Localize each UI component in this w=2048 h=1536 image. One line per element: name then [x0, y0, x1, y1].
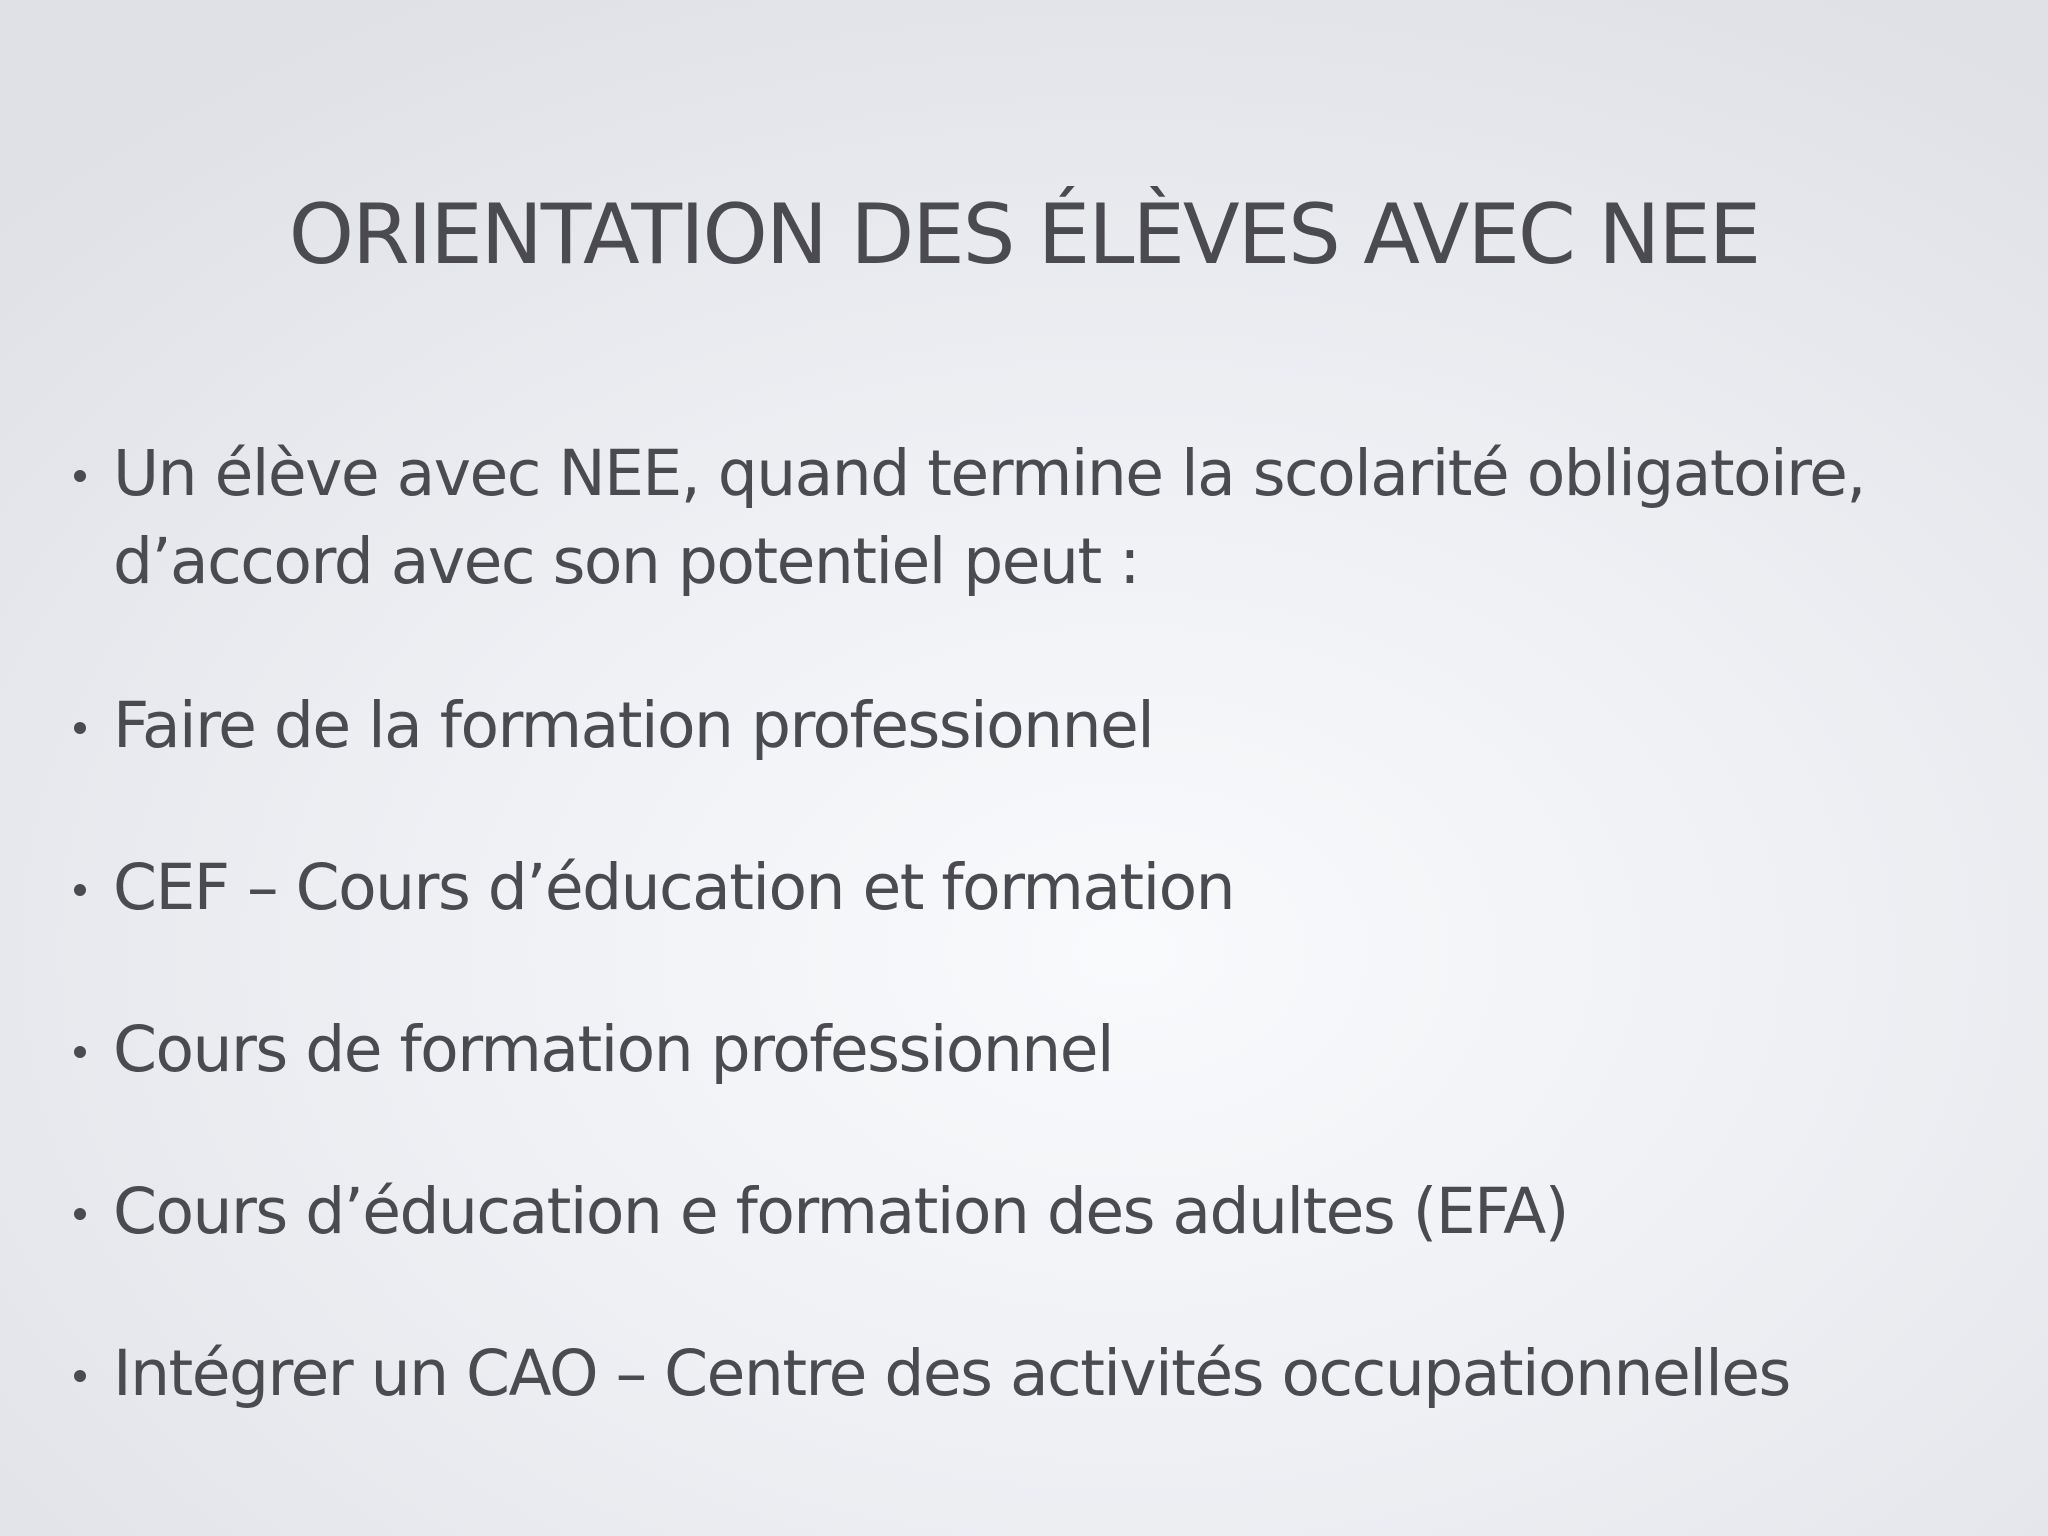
bullet-item-4 [66, 1006, 1966, 1094]
bullet-dot-icon [74, 722, 86, 734]
bullet-item-2 [66, 682, 1966, 770]
bullet-text: Cours de formation professionnel [113, 1013, 1113, 1086]
bullet-item-1 [66, 430, 1966, 606]
bullet-text-continuation: d’accord avec son potentiel peut : [113, 525, 1139, 598]
bullet-list [66, 430, 1966, 1492]
bullet-item-5 [66, 1168, 1966, 1256]
bullet-item-3 [66, 844, 1966, 932]
bullet-dot-icon [74, 1370, 86, 1382]
bullet-text: Intégrer un CAO – Centre des activités occupationnelles [113, 1337, 1790, 1410]
slide-title: ORIENTATION DES ÉLÈVES AVEC NEE [288, 186, 1760, 283]
bullet-dot-icon [74, 470, 86, 482]
bullet-text: Faire de la formation professionnel [113, 689, 1154, 762]
bullet-text: Un élève avec NEE, quand termine la scolarité obligatoire, [113, 437, 1865, 510]
bullet-item-6 [66, 1330, 1966, 1418]
bullet-dot-icon [74, 1208, 86, 1220]
bullet-text: CEF – Cours d’éducation et formation [113, 851, 1235, 924]
bullet-dot-icon [74, 1046, 86, 1058]
bullet-text: Cours d’éducation e formation des adultes (EFA) [113, 1175, 1568, 1248]
bullet-dot-icon [74, 884, 86, 896]
